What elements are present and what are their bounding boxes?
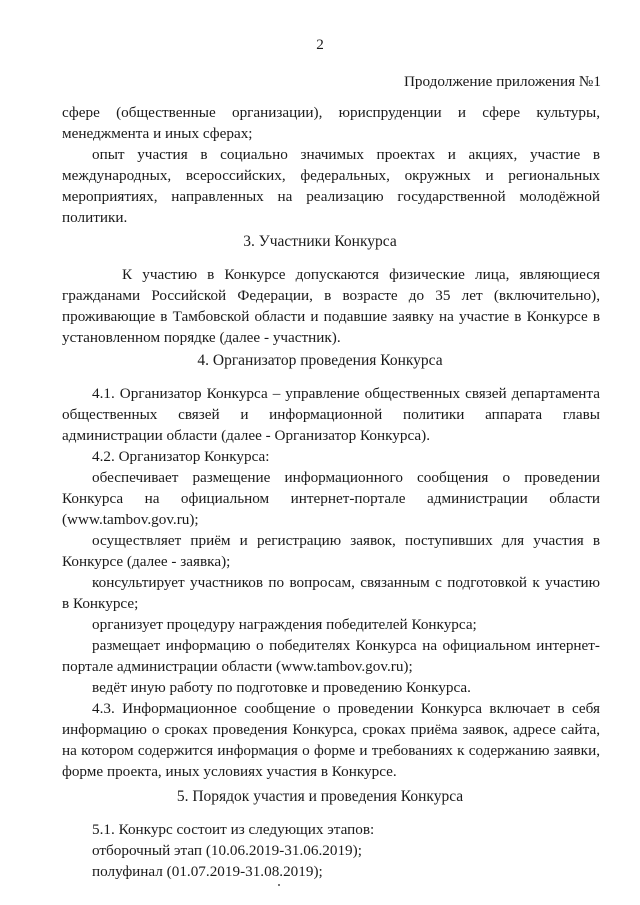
paragraph-line: полуфинал (01.07.2019-31.08.2019); bbox=[92, 863, 323, 880]
paragraph-line: 5.1. Конкурс состоит из следующих этапов: bbox=[92, 821, 375, 838]
paragraph-line: (www.tambov.gov.ru); bbox=[62, 511, 199, 528]
paragraph-line: отборочный этап (10.06.2019-31.06.2019); bbox=[92, 842, 362, 859]
paragraph-line: Конкурса на официальном интернет-портале администрации области bbox=[62, 490, 600, 507]
section-heading: 4. Организатор проведения Конкурса bbox=[197, 352, 443, 369]
page-number: 2 bbox=[316, 36, 324, 53]
paragraph-line: установленном порядке (далее - участник). bbox=[62, 329, 341, 346]
scan-speck bbox=[278, 884, 280, 886]
paragraph-line: портале администрации области (www.tambov.gov.ru); bbox=[62, 658, 413, 675]
intro-line: политики. bbox=[62, 209, 128, 226]
intro-line: опыт участия в социально значимых проектах и акциях, участие в bbox=[92, 146, 600, 163]
paragraph-line: гражданами Российской Федерации, в возрасте до 35 лет (включительно), bbox=[62, 287, 600, 304]
paragraph-line: общественных связей и информационной политики аппарата главы bbox=[62, 406, 600, 423]
paragraph-line: размещает информацию о победителях Конкурса на официальном интернет- bbox=[92, 637, 600, 654]
appendix-note: Продолжение приложения №1 bbox=[403, 73, 601, 90]
paragraph-line: 4.1. Организатор Конкурса – управление общественных связей департамента bbox=[92, 385, 600, 402]
paragraph-line: осуществляет приём и регистрацию заявок, поступивших для участия в bbox=[92, 532, 600, 549]
paragraph-line: проживающие в Тамбовской области и подавшие заявку на участие в Конкурсе в bbox=[62, 308, 600, 325]
paragraph-line: в Конкурсе; bbox=[62, 595, 139, 612]
section-heading: 3. Участники Конкурса bbox=[243, 233, 397, 250]
intro-line: менеджмента и иных сферах; bbox=[62, 125, 253, 142]
paragraph-line: Конкурсе (далее - заявка); bbox=[62, 553, 231, 570]
intro-line: сфере (общественные организации), юриспруденции и сфере культуры, bbox=[62, 104, 600, 121]
paragraph-line: информацию о сроках проведения Конкурса, сроках приёма заявок, адресе сайта, bbox=[62, 721, 600, 738]
paragraph-line: на котором содержится информация о форме и требованиях к содержанию заявки, bbox=[62, 742, 600, 759]
section-heading: 5. Порядок участия и проведения Конкурса bbox=[176, 788, 464, 805]
paragraph-line: администрации области (далее - Организатор Конкурса). bbox=[62, 427, 430, 444]
paragraph-line: обеспечивает размещение информационного сообщения о проведении bbox=[92, 469, 600, 486]
paragraph-line: консультирует участников по вопросам, связанным с подготовкой к участию bbox=[92, 574, 600, 591]
paragraph-line: 4.3. Информационное сообщение о проведении Конкурса включает в себя bbox=[92, 700, 600, 717]
paragraph-line: организует процедуру награждения победителей Конкурса; bbox=[92, 616, 477, 633]
paragraph-line: форме проекта, иных условиях участия в Конкурсе. bbox=[62, 763, 397, 780]
paragraph-line: К участию в Конкурсе допускаются физические лица, являющиеся bbox=[122, 266, 600, 283]
paragraph-line: 4.2. Организатор Конкурса: bbox=[92, 448, 270, 465]
intro-line: мероприятиях, направленных на реализацию государственной молодёжной bbox=[62, 188, 600, 205]
paragraph-line: ведёт иную работу по подготовке и проведению Конкурса. bbox=[92, 679, 471, 696]
intro-line: международных, всероссийских, федеральных, окружных и региональных bbox=[62, 167, 600, 184]
